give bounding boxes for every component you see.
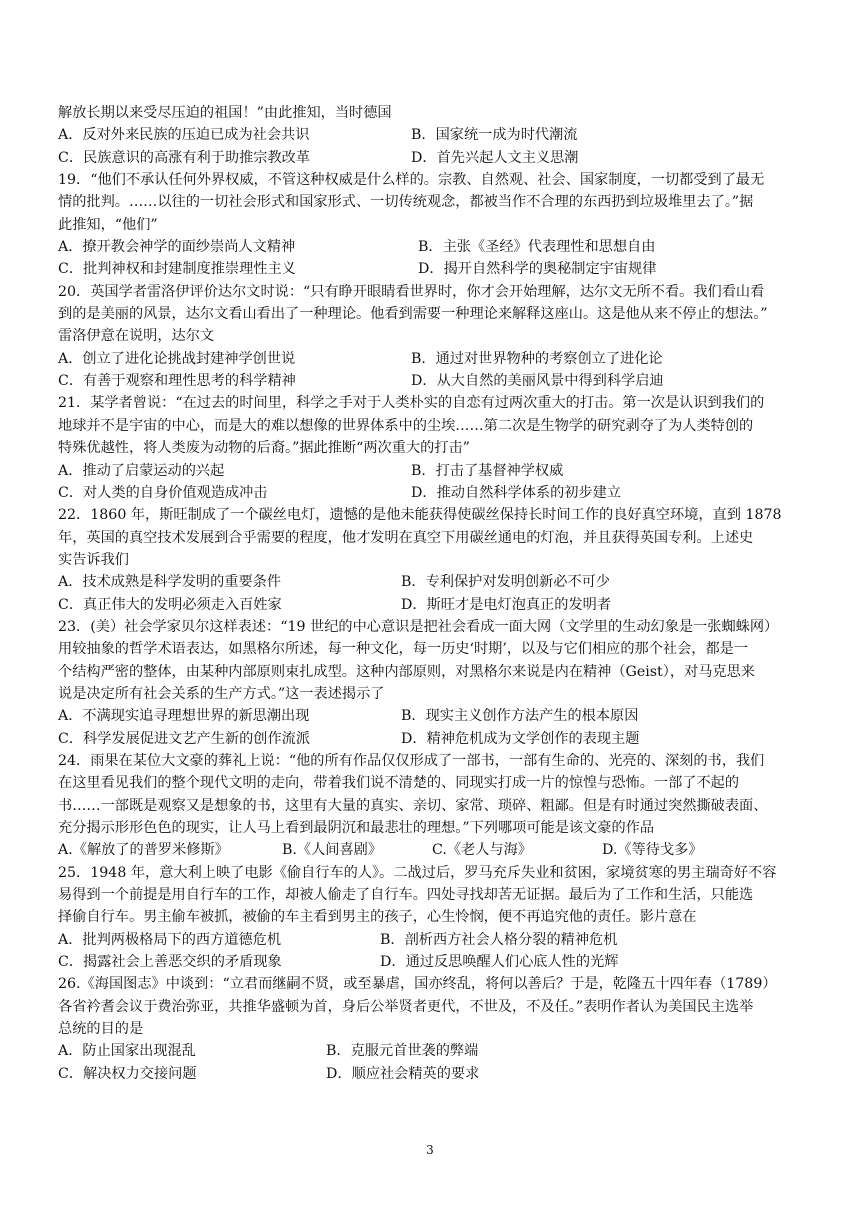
q25-options-row-2 [58,951,818,973]
q22-option-d: D．斯旺才是电灯泡真正的发明者 [401,596,612,613]
q24-stem-line-4: 充分揭示形形色色的现实，让人马上看到最阴沉和最悲壮的理想。”下列哪项可能是该文豪的作品 [58,820,655,836]
q21-stem-line-3: 特殊优越性，将人类废为动物的后裔。”据此推断“两次重大的打击” [58,440,470,457]
q24-option-d: D.《等待戈多》 [602,842,703,859]
q20-stem-line-3: 雷洛伊意在说明，达尔文 [58,328,215,345]
q21-options-row-1 [58,460,818,482]
q26-options-row-2 [58,1063,818,1085]
q22-option-c: C．真正伟大的发明必须走入百姓家 [58,596,282,613]
q19-stem-line-3: 此推知，“他们” [58,216,158,233]
exam-page [58,102,818,1085]
q18-option-b: B．国家统一成为时代潮流 [411,127,578,144]
q22-option-b: B．专利保护对发明创新必不可少 [401,574,611,591]
q23-stem-line-2: 用较抽象的哲学术语表达，如黑格尔所述，每一种文化，每一历史‘时期’，以及与它们相应的那个社会，都是一 [58,641,749,658]
q26-option-a: A．防止国家出现混乱 [58,1043,196,1060]
q24-stem-line-1: 24．雨果在某位大文豪的葬礼上说：“他的所有作品仅仅形成了一部书，一部有生命的、光亮的、深刻的书，我们 [58,752,765,769]
q23-options-row-2 [58,728,818,750]
q18-options-row-1 [58,124,818,146]
q19-stem-line-1: 19．“他们不承认任何外界权威，不管这种权威是什么样的。宗教、自然观、社会、国家制度，一切都受到了最无 [58,172,765,189]
q22-options-row-2 [58,594,818,616]
q25-stem-line-2: 易得到一个前提是用自行车的工作，却被人偷走了自行车。四处寻找却苦无证据。最后为了工作和生活，只能选 [58,887,754,904]
q20-option-d: D．从大自然的美丽风景中得到科学启迪 [411,373,664,390]
q19-options-row-1 [58,236,818,258]
q21-stem-line-1: 21．某学者曾说：“在过去的时间里，科学之手对于人类朴实的自恋有过两次重大的打击。第一次是认识到我们的 [58,395,765,412]
q21-option-b: B．打击了基督神学权威 [411,462,564,479]
q24-option-b: B.《人间喜剧》 [282,842,383,859]
q21-option-c: C．对人类的自身价值观造成冲击 [58,484,268,501]
q23-stem-line-4: 说是决定所有社会关系的生产方式。”这一表述揭示了 [58,685,385,702]
q22-option-a: A．技术成熟是科学发明的重要条件 [58,574,282,591]
q18-option-a: A．反对外来民族的压迫已成为社会共识 [58,127,310,144]
q19-stem-line-2: 情的批判。……以往的一切社会形式和国家形式、一切传统观念，都被当作不合理的东西扔到垃圾堆里去了。”据 [58,194,754,211]
q25-option-a: A．批判两极格局下的西方道德危机 [58,931,282,948]
q19-option-c: C．批判神权和封建制度推崇理性主义 [58,261,296,278]
q20-stem-line-1: 20．英国学者雷洛伊评价达尔文时说：“只有睁开眼睛看世界时，你才会开始理解，达尔文无所不看。我们看山看 [58,283,765,300]
q21-stem-line-2: 地球并不是宇宙的中心，而是大的难以想像的世界体系中的尘埃……第二次是生物学的研究剥夺了为人类特创的 [58,417,754,434]
q23-stem-line-1: 23．(美）社会学家贝尔这样表述：“19 世纪的中心意识是把社会看成一面大网（文学里的生动幻象是一张蜘蛛网） [58,618,779,635]
q21-option-d: D．推动自然科学体系的初步建立 [411,484,622,501]
q22-stem-line-2: 年，英国的真空技术发展到合乎需要的程度，他才发明在真空下用碳丝通电的灯泡，并且获得英国专利。上述史 [58,529,754,546]
q24-stem-line-2: 在这里看见我们的整个现代文明的走向，带着我们说不清楚的、同现实打成一片的惊惶与恐怖。一部了不起的 [58,775,740,792]
q20-stem-line-2: 到的是美丽的风景，达尔文看山看出了一种理论。他看到需要一种理论来解释这座山。这是他从来不停止的想法。” [58,306,768,323]
q23-option-d: D．精神危机成为文学创作的表现主题 [401,730,640,747]
q19-option-d: D．揭开自然科学的奥秘制定宇宙规律 [418,261,657,278]
q23-stem-line-3: 个结构严密的整体，由某种内部原则束扎成型。这种内部原则，对黑格尔来说是内在精神（Geist），对马克思来 [58,663,755,680]
q21-option-a: A．推动了启蒙运动的兴起 [58,462,225,479]
q25-options-row-1 [58,929,818,951]
q26-option-c: C．解决权力交接问题 [58,1065,197,1082]
q20-options-row-2 [58,370,818,392]
q26-stem-line-2: 各省衿耆会议于费治弥亚，共推华盛顿为首，身后公举贤者更代，不世及，不及任。”表明作者认为美国民主选举 [58,998,754,1015]
q24-options-row [58,839,818,861]
q25-stem-line-1: 25．1948 年，意大利上映了电影《偷自行车的人》。二战过后，罗马充斥失业和贫困，家境贫寒的男主瑞奇好不容 [58,864,777,881]
q24-option-c: C.《老人与海》 [432,842,532,859]
question-18-stem-end: 解放长期以来受尽压迫的祖国！”由此推知，当时德国 [58,105,392,121]
q18-options-row-2 [58,147,818,169]
q22-stem-line-3: 实告诉我们 [58,551,129,568]
q20-options-row-1 [58,348,818,370]
q24-stem-line-3: 书……一部既是观察又是想象的书，这里有大量的真实、亲切、家常、琐碎、粗鄙。但是有时通过突然撕破表面、 [58,797,768,814]
page-number: 3 [426,1143,434,1157]
q22-stem-line-1: 22．1860 年，斯旺制成了一个碳丝电灯，遗憾的是他未能获得使碳丝保持长时间工作的良好真空环境，直到 1878 [58,507,782,524]
q26-stem-line-1: 26.《海国图志》中谈到：“立君而继嗣不贤，或至暴虐，国亦终乱，将何以善后？于是，乾隆五十四年春（1789） [58,976,777,993]
q19-option-b: B．主张《圣经》代表理性和思想自由 [418,239,656,256]
q26-options-row-1 [58,1040,818,1062]
q22-options-row-1 [58,571,818,593]
q25-option-b: B．剖析西方社会人格分裂的精神危机 [380,931,618,948]
q21-options-row-2 [58,482,818,504]
q18-option-c: C．民族意识的高涨有利于助推宗教改革 [58,149,311,166]
q23-option-a: A．不满现实追寻理想世界的新思潮出现 [58,708,310,725]
q20-option-a: A．创立了进化论挑战封建神学创世说 [58,350,296,367]
q25-option-d: D．通过反思唤醒人们心底人性的光辉 [380,954,619,971]
q23-options-row-1 [58,705,818,727]
q24-option-a: A.《解放了的普罗米修斯》 [58,842,229,859]
q20-option-b: B．通过对世界物种的考察创立了进化论 [411,350,663,367]
q26-option-d: D．顺应社会精英的要求 [326,1065,480,1082]
q23-option-c: C．科学发展促进文艺产生新的创作流派 [58,730,311,747]
q25-option-c: C．揭露社会上善恶交织的矛盾现象 [58,954,282,971]
q18-option-d: D．首先兴起人文主义思潮 [411,149,579,166]
q20-option-c: C．有善于观察和理性思考的科学精神 [58,373,296,390]
q19-option-a: A．撩开教会神学的面纱崇尚人文精神 [58,239,296,256]
q25-stem-line-3: 择偷自行车。男主偷车被抓，被偷的车主看到男主的孩子，心生怜悯，便不再追究他的责任。影片意在 [58,909,697,926]
q19-options-row-2 [58,258,818,280]
q26-option-b: B．克服元首世袭的弊端 [326,1043,479,1060]
q26-stem-line-3: 总统的目的是 [58,1021,144,1038]
q23-option-b: B．现实主义创作方法产生的根本原因 [401,708,639,725]
